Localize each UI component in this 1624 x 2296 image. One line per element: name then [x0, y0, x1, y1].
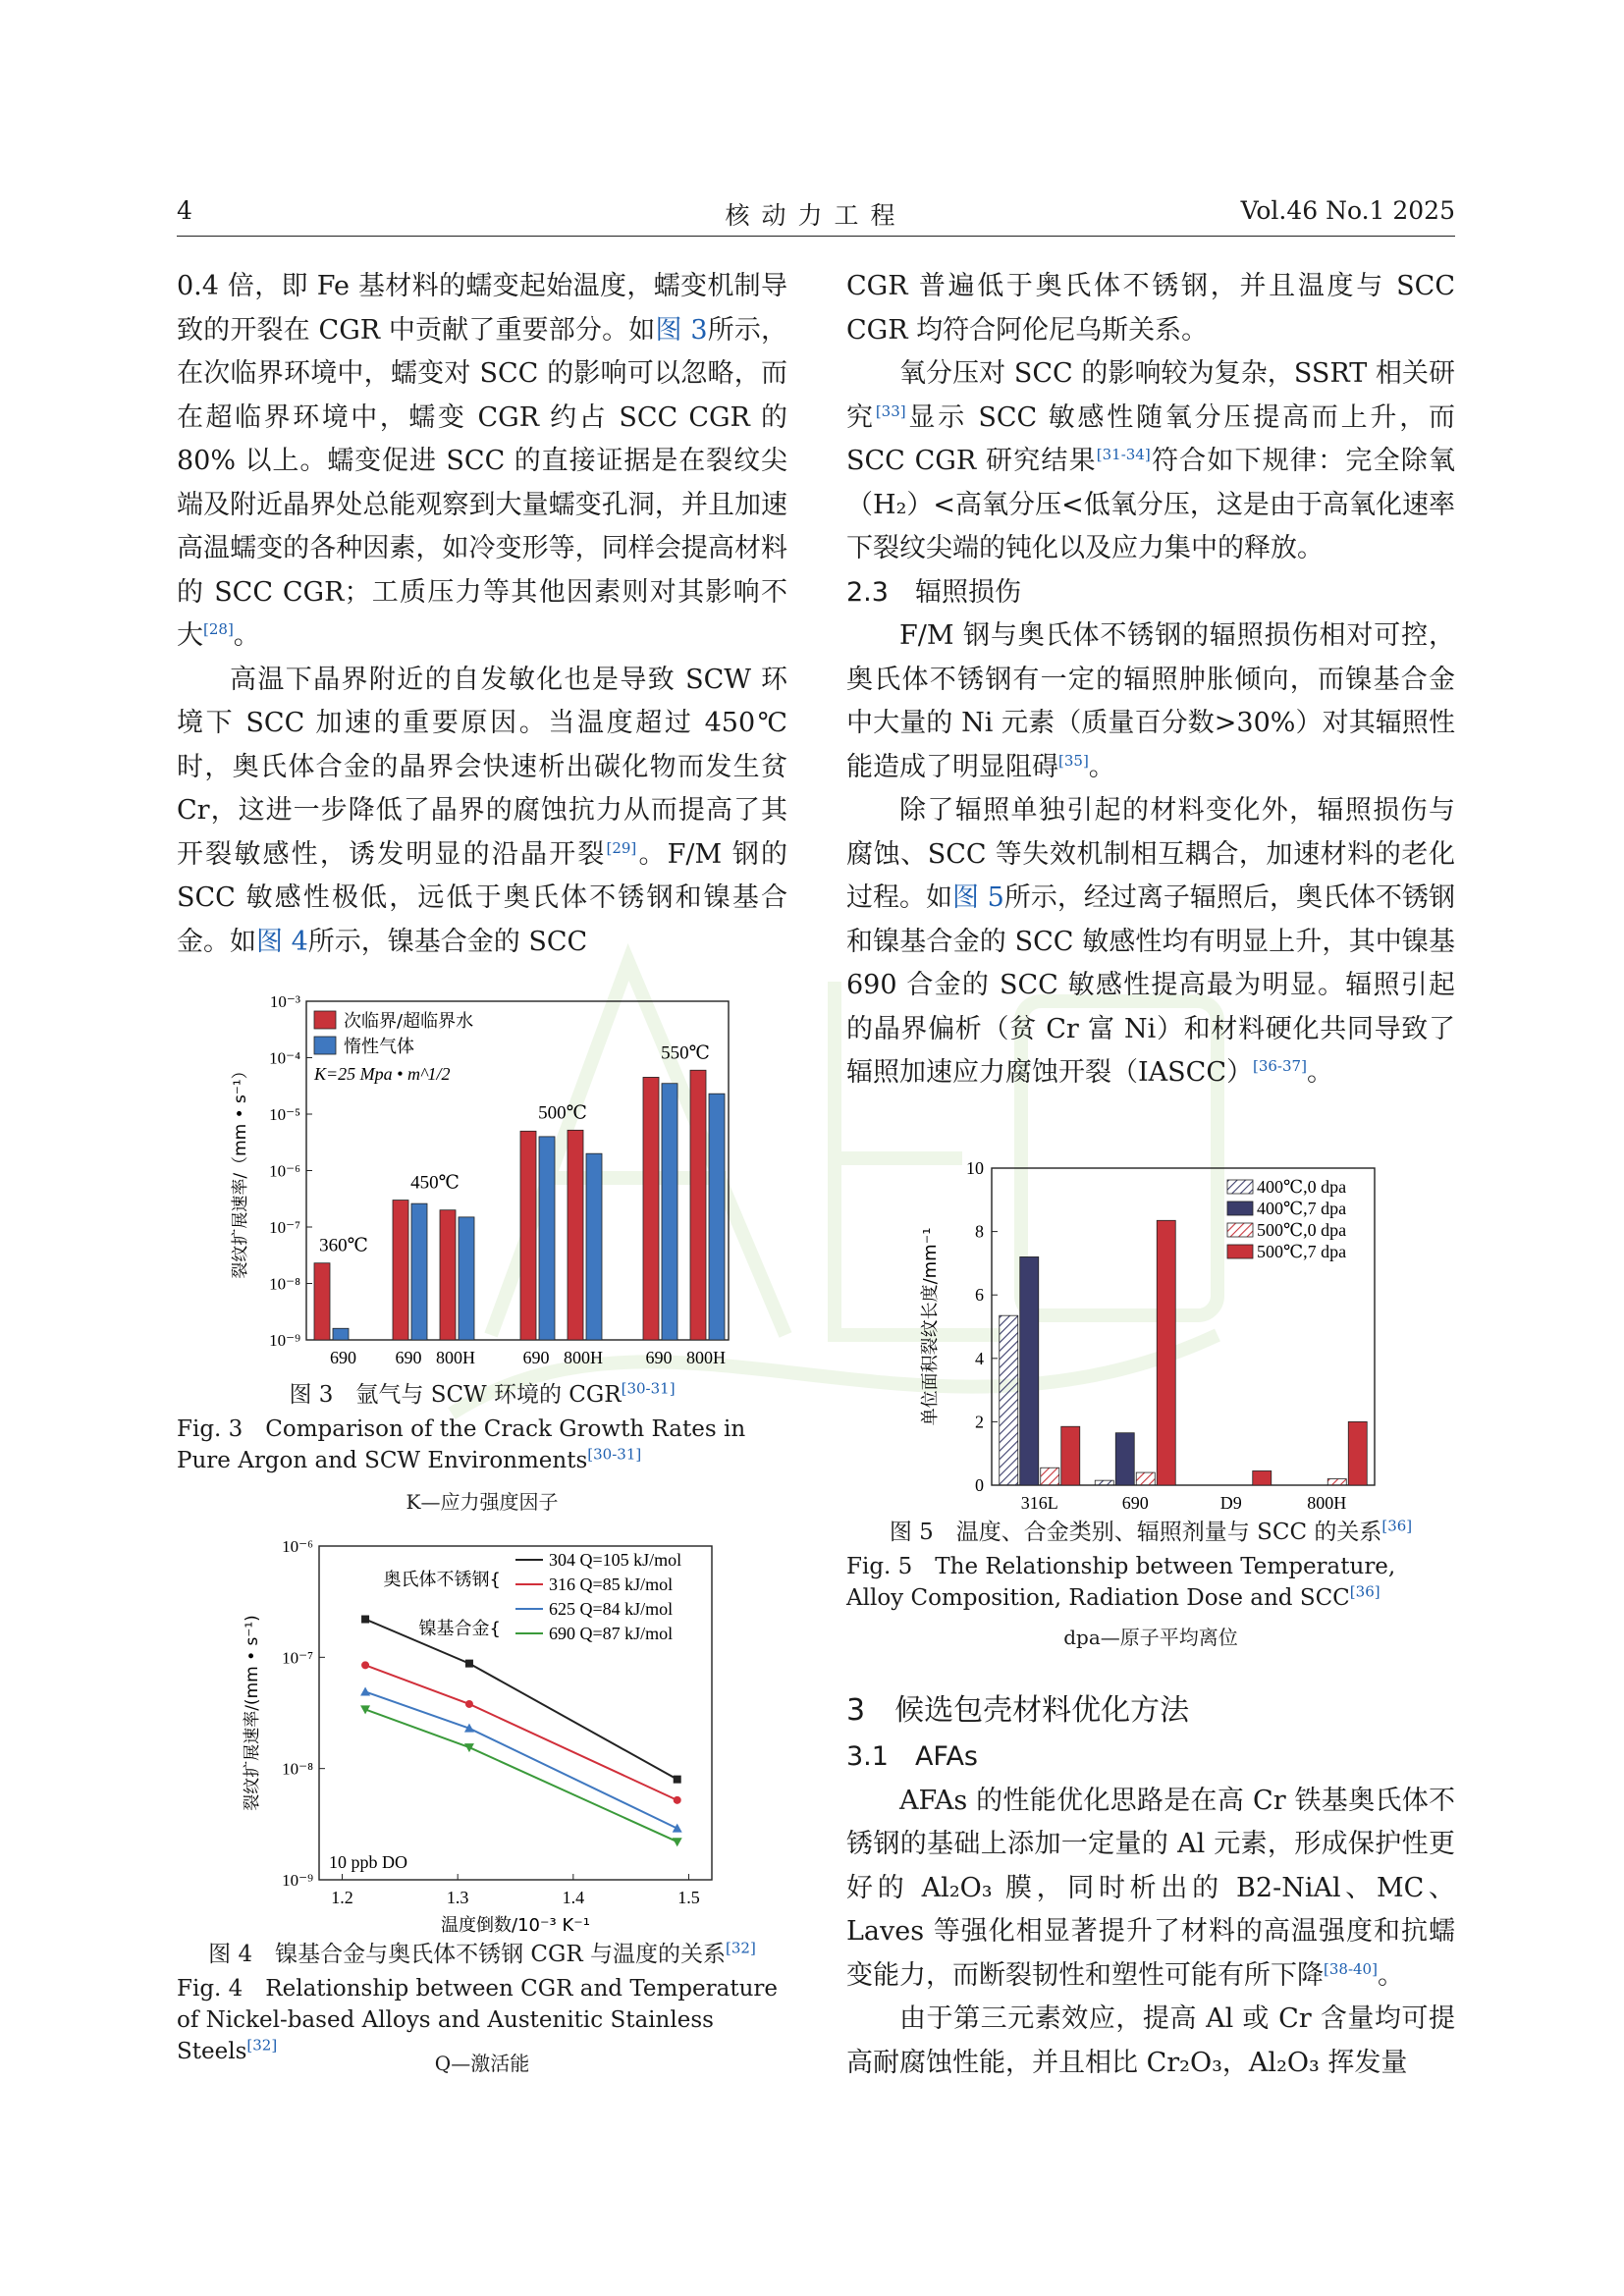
right-column-text-lower [846, 1686, 1455, 2085]
citation[interactable]: [35] [1058, 751, 1089, 770]
paragraph: 高温下晶界附近的自发敏化也是导致 SCW 环境下 SCC 加速的重要原因。当温度超过 450℃时，奥氏体合金的晶界会快速析出碳化物而发生贫 Cr，这进一步降低了晶界的腐蚀抗力从而提高了其开裂敏感性，诱发明显的沿晶开裂[29]。F/M 钢的 SCC 敏感性极低，远低于奥氏体不锈钢和镍基合金。如图 4所示，镍基合金的 SCC [177, 664, 788, 957]
fig5-caption-cn: 图 5 温度、合金类别、辐照剂量与 SCC 的关系[36] [889, 1517, 1413, 1545]
data-point [361, 1616, 369, 1624]
fig4-note: Q—激活能 [434, 2052, 530, 2075]
citation[interactable]: [28] [203, 620, 234, 638]
left-column-text [177, 265, 787, 964]
x-tick-label: 1.4 [562, 1888, 585, 1907]
bar [520, 1131, 536, 1340]
page-header [177, 196, 1455, 236]
page-number: 4 [177, 196, 192, 225]
legend-label: 316 Q=85 kJ/mol [549, 1575, 674, 1594]
group-label-austenitic: 奥氏体不锈钢{ [383, 1570, 501, 1590]
legend-label: 惰性气体 [344, 1037, 414, 1057]
paragraph: AFAs 的性能优化思路是在高 Cr 铁基奥氏体不锈钢的基础上添加一定量的 Al 元素，形成保护性更好的 Al₂O₃ 膜，同时析出的 B2-NiAl、MC、Laves 等强化相显著提升了材料的高温强度和抗蠕变能力，而断裂韧性和塑性可能有所下降[38-40]。 [846, 1785, 1455, 1991]
series-line [365, 1691, 677, 1828]
y-tick-label: 10⁻⁷ [269, 1218, 300, 1237]
temperature-label: 500℃ [538, 1102, 587, 1124]
temperature-label: 550℃ [661, 1042, 710, 1064]
paragraph: 0.4 倍，即 Fe 基材料的蠕变起始温度，蠕变机制导致的开裂在 CGR 中贡献了重要部分。如图 3所示，在次临界环境中，蠕变对 SCC 的影响可以忽略，而在超临界环境中，蠕变 CGR 约占 SCC CGR 的 80% 以上。蠕变促进 SCC 的直接证据是在裂纹尖端及附近晶界处总能观察到大量蠕变孔洞，并且加速高温蠕变的各种因素，如冷变形等，同样会提高材料的 SCC CGR；工质压力等其他因素则对其影响不大[28]。 [177, 271, 788, 651]
bar [1348, 1421, 1367, 1485]
bar [440, 1210, 456, 1340]
do-annotation: 10 ppb DO [329, 1852, 407, 1872]
bar [1095, 1480, 1113, 1485]
bar [459, 1217, 474, 1340]
data-point [465, 1660, 473, 1668]
data-point [673, 1838, 682, 1846]
journal-name: 核动力工程 [725, 201, 907, 230]
fig5-note: dpa—原子平均离位 [1063, 1626, 1238, 1649]
legend-swatch [1227, 1245, 1253, 1258]
bar [411, 1203, 427, 1340]
data-point [465, 1700, 473, 1708]
y-tick-label: 10⁻⁶ [282, 1537, 313, 1556]
y-axis-label: 裂纹扩展速率/（mm • s⁻¹） [231, 1062, 250, 1279]
bar [333, 1328, 349, 1340]
x-tick-label: 1.3 [446, 1888, 469, 1907]
y-tick-label: 10⁻³ [269, 992, 300, 1011]
x-tick-label: 800H [1307, 1493, 1347, 1513]
paragraph: 由于第三元素效应，提高 Al 或 Cr 含量均可提高耐腐蚀性能，并且相比 Cr₂O₃，Al₂O₃ 挥发量 [846, 2003, 1455, 2078]
legend-swatch [1227, 1223, 1253, 1237]
temperature-label: 360℃ [319, 1235, 368, 1256]
legend-label: 625 Q=84 kJ/mol [549, 1599, 674, 1619]
data-point [360, 1686, 370, 1695]
citation[interactable]: [38-40] [1324, 1959, 1378, 1978]
fig5-link[interactable]: 图 5 [952, 882, 1004, 913]
k-annotation: K=25 Mpa • m^1/2 [314, 1064, 451, 1084]
x-axis-label: 温度倒数/10⁻³ K⁻¹ [441, 1915, 590, 1934]
series-line [365, 1665, 677, 1800]
bar [1327, 1479, 1346, 1485]
y-tick-label: 10⁻⁸ [282, 1759, 313, 1779]
volume-info: Vol.46 No.1 2025 [1240, 196, 1455, 225]
y-tick-label: 10 [966, 1158, 984, 1178]
bar [586, 1153, 602, 1340]
bar [1041, 1468, 1059, 1485]
paragraph: 氧分压对 SCC 的影响较为复杂，SSRT 相关研究[33]显示 SCC 敏感性随氧分压提高而上升，而 SCC CGR 研究结果[31-34]符合如下规律：完全除氧（H₂）<高氧分压<低氧分压，这是由于高氧化速率下裂纹尖端的钝化以及应力集中的释放。 [846, 358, 1456, 563]
legend-swatch [314, 1037, 336, 1054]
paragraph: F/M 钢与奥氏体不锈钢的辐照损伤相对可控，奥氏体不锈钢有一定的辐照肿胀倾向，而镍基合金中大量的 Ni 元素（质量百分数>30%）对其辐照性能造成了明显阻碍[35]。 [846, 620, 1455, 782]
bar [709, 1094, 725, 1340]
citation[interactable]: [33] [875, 401, 906, 420]
legend-label: 690 Q=87 kJ/mol [549, 1624, 674, 1643]
data-point [673, 1824, 682, 1833]
bar [1157, 1220, 1175, 1485]
y-tick-label: 4 [975, 1348, 984, 1368]
fig3-chart [226, 987, 756, 1389]
x-tick-label: 1.5 [677, 1888, 700, 1907]
paragraph: CGR 普遍低于奥氏体不锈钢，并且温度与 SCC CGR 均符合阿伦尼乌斯关系。 [846, 271, 1455, 346]
fig3-link[interactable]: 图 3 [655, 314, 708, 346]
bar [314, 1263, 330, 1340]
fig3-note: K—应力强度因子 [406, 1490, 559, 1514]
legend-swatch [314, 1011, 336, 1029]
legend-swatch [1227, 1201, 1253, 1215]
series-line [365, 1709, 677, 1842]
y-tick-label: 10⁻⁵ [269, 1105, 300, 1124]
section-heading-3-1: 3.1 AFAs [846, 1741, 978, 1772]
fig5-caption-en: Fig. 5 The Relationship between Temperature, Alloy Composition, Radiation Dose and SCC[36] [846, 1554, 1396, 1611]
legend-label: 304 Q=105 kJ/mol [549, 1550, 682, 1570]
bar [393, 1201, 408, 1340]
temperature-label: 450℃ [410, 1172, 460, 1194]
bar [1061, 1426, 1080, 1485]
legend-label: 400℃,7 dpa [1257, 1199, 1347, 1218]
bar [568, 1130, 583, 1340]
fig4-link[interactable]: 图 4 [256, 926, 308, 957]
bar [1136, 1472, 1155, 1485]
x-tick-label: 800H [686, 1348, 726, 1367]
fig3-caption-cn: 图 3 氩气与 SCW 环境的 CGR[30-31] [289, 1379, 676, 1408]
y-tick-label: 6 [975, 1285, 984, 1306]
data-point [361, 1661, 369, 1669]
y-tick-label: 8 [975, 1221, 984, 1242]
citation[interactable]: [29] [606, 838, 637, 857]
y-tick-label: 0 [975, 1475, 984, 1495]
bar [690, 1070, 706, 1340]
legend-label: 400℃,0 dpa [1257, 1177, 1347, 1197]
y-tick-label: 10⁻⁹ [269, 1331, 300, 1350]
y-tick-label: 10⁻⁴ [269, 1048, 300, 1068]
data-point [674, 1776, 681, 1784]
x-tick-label: 690 [522, 1348, 550, 1367]
data-point [674, 1796, 681, 1804]
x-tick-label: 690 [330, 1348, 356, 1367]
y-axis-label: 单位面积裂纹长度/mm⁻¹ [920, 1227, 941, 1426]
bar [1000, 1315, 1018, 1485]
bar [662, 1084, 677, 1340]
fig5-chart [908, 1158, 1399, 1522]
y-tick-label: 10⁻⁹ [282, 1871, 313, 1890]
x-tick-label: 690 [645, 1348, 673, 1367]
header-rule [177, 236, 1455, 237]
fig4-caption-en: Fig. 4 Relationship between CGR and Temperature of Nickel-based Alloys and Austenitic Stainless Steels[32] [177, 1976, 779, 2064]
citation[interactable]: [36-37] [1252, 1057, 1307, 1075]
y-tick-label: 10⁻⁸ [269, 1274, 300, 1294]
y-tick-label: 10⁻⁷ [282, 1648, 313, 1668]
legend-label: 次临界/超临界水 [344, 1011, 474, 1032]
bar [1253, 1470, 1272, 1485]
x-tick-label: 690 [1121, 1493, 1149, 1513]
legend-label: 500℃,0 dpa [1257, 1220, 1347, 1240]
right-column-text [846, 265, 1455, 1095]
legend-swatch [1227, 1180, 1253, 1194]
bar [1020, 1256, 1039, 1485]
fig4-caption-cn: 图 4 镍基合金与奥氏体不锈钢 CGR 与温度的关系[32] [208, 1939, 756, 1967]
y-tick-label: 2 [975, 1412, 984, 1432]
section-heading-3: 3 候选包壳材料优化方法 [846, 1693, 1190, 1728]
section-heading-2-3: 2.3 辐照损伤 [846, 576, 1021, 608]
y-tick-label: 10⁻⁶ [269, 1161, 300, 1181]
x-tick-label: 800H [564, 1348, 603, 1367]
fig4-chart [236, 1536, 756, 1934]
bar [539, 1137, 555, 1340]
legend-label: 500℃,7 dpa [1257, 1242, 1347, 1261]
y-axis-label: 裂纹扩展速率/(mm • s⁻¹) [243, 1615, 262, 1811]
bar [643, 1077, 659, 1340]
fig3-caption-en: Fig. 3 Comparison of the Crack Growth Rates in Pure Argon and SCW Environments[30-31] [177, 1416, 746, 1473]
x-tick-label: D9 [1219, 1493, 1242, 1513]
x-tick-label: 690 [395, 1348, 422, 1367]
x-tick-label: 1.2 [331, 1888, 353, 1907]
x-tick-label: 800H [436, 1348, 475, 1367]
paragraph: 除了辐照单独引起的材料变化外，辐照损伤与腐蚀、SCC 等失效机制相互耦合，加速材料的老化过程。如图 5所示，经过离子辐照后，奥氏体不锈钢和镍基合金的 SCC 敏感性均有明显上升，其中镍基 690 合金的 SCC 敏感性提高最为明显。辐照引起的晶界偏析（贫 Cr 富 Ni）和材料硬化共同导致了辐照加速应力腐蚀开裂（IASCC）[36-37]。 [846, 795, 1456, 1088]
citation[interactable]: [31-34] [1096, 446, 1151, 463]
group-label-nickel: 镍基合金{ [418, 1619, 501, 1639]
bar [1115, 1433, 1134, 1485]
x-tick-label: 316L [1020, 1493, 1058, 1513]
